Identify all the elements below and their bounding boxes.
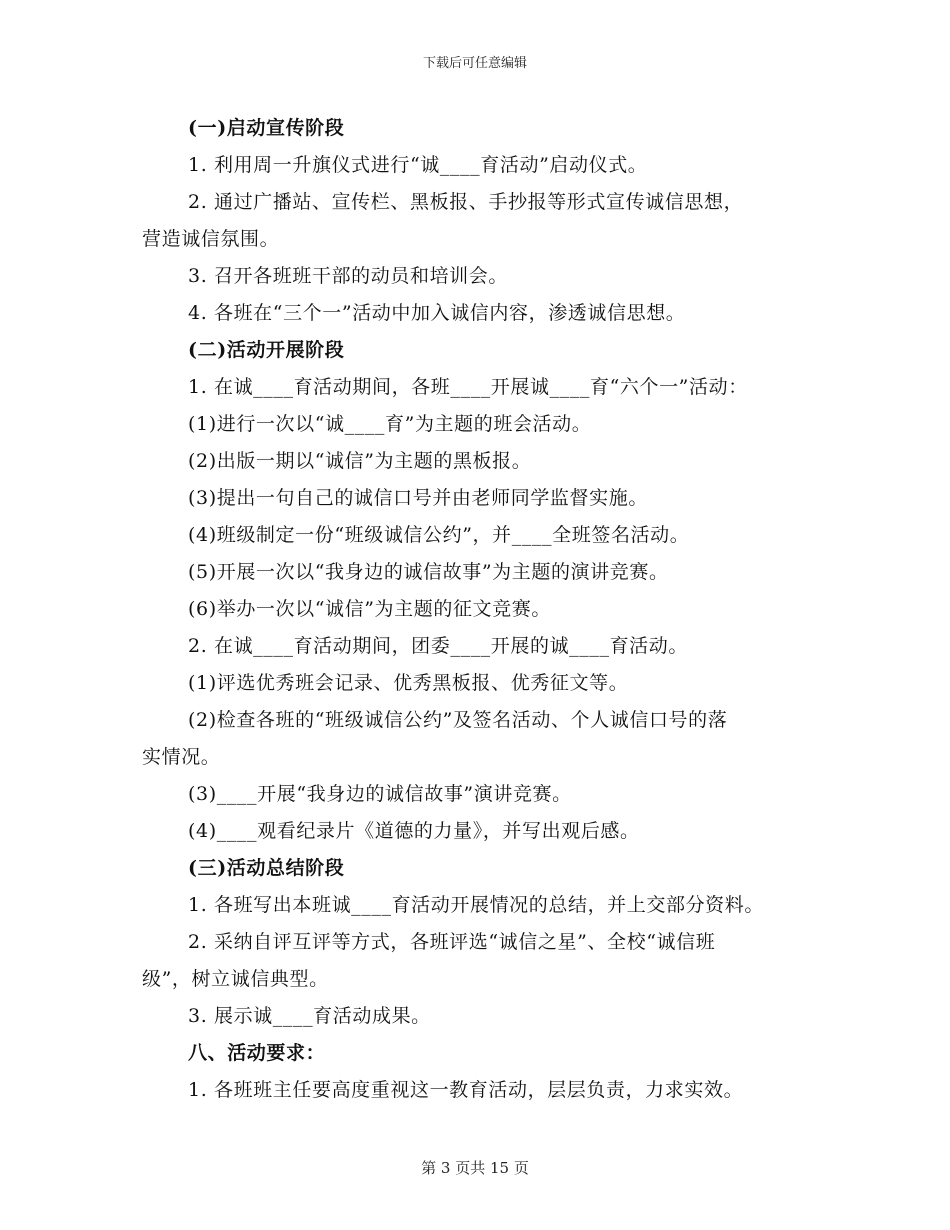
paragraph-line: 实情况。: [142, 746, 221, 768]
paragraph-line: 1. 各班写出本班诚____育活动开展情况的总结，并上交部分资料。: [188, 894, 764, 916]
paragraph-line: 3. 召开各班班干部的动员和培训会。: [188, 265, 508, 287]
paragraph-line: (2)检查各班的“班级诚信公约”及签名活动、个人诚信口号的落: [188, 709, 728, 731]
paragraph-line: 级”，树立诚信典型。: [142, 968, 329, 990]
section-heading: (一)启动宣传阶段: [188, 117, 345, 139]
paragraph-line: 1. 利用周一升旗仪式进行“诚____育活动”启动仪式。: [188, 154, 648, 176]
page-header: 下载后可任意编辑: [422, 56, 527, 71]
paragraph-line: (3)____开展“我身边的诚信故事”演讲竞赛。: [188, 783, 572, 805]
paragraph-line: 3. 展示诚____育活动成果。: [188, 1005, 431, 1027]
paragraph-line: 营造诚信氛围。: [142, 228, 280, 250]
paragraph-line: 2. 在诚____育活动期间，团委____开展的诚____育活动。: [188, 635, 688, 657]
page-footer: 第 3 页共 15 页: [421, 1159, 529, 1177]
paragraph-line: (1)评选优秀班会记录、优秀黑板报、优秀征文等。: [188, 672, 629, 694]
paragraph-line: (2)出版一期以“诚信”为主题的黑板报。: [188, 450, 532, 472]
paragraph-line: (1)进行一次以“诚____育”为主题的班会活动。: [188, 413, 592, 435]
section-heading: (二)活动开展阶段: [188, 339, 345, 361]
paragraph-line: (3)提出一句自己的诚信口号并由老师同学监督实施。: [188, 487, 648, 509]
paragraph-line: 2. 采纳自评互评等方式，各班评选“诚信之星”、全校“诚信班: [188, 931, 716, 953]
paragraph-line: (5)开展一次以“我身边的诚信故事”为主题的演讲竞赛。: [188, 561, 669, 583]
section-heading: 八、活动要求：: [188, 1042, 326, 1064]
paragraph-line: 1. 在诚____育活动期间，各班____开展诚____育“六个一”活动：: [188, 376, 748, 398]
paragraph-line: 4. 各班在“三个一”活动中加入诚信内容，渗透诚信思想。: [188, 302, 686, 324]
paragraph-line: (4)____观看纪录片《道德的力量》，并写出观后感。: [188, 820, 640, 842]
paragraph-line: (6)举办一次以“诚信”为主题的征文竞赛。: [188, 598, 551, 620]
paragraph-line: 1. 各班班主任要高度重视这一教育活动，层层负责，力求实效。: [188, 1079, 744, 1101]
paragraph-line: 2. 通过广播站、宣传栏、黑板报、手抄报等形式宣传诚信思想，: [188, 191, 744, 213]
section-heading: (三)活动总结阶段: [188, 857, 345, 879]
document-body: [142, 110, 822, 1109]
paragraph-line: (4)班级制定一份“班级诚信公约”，并____全班签名活动。: [188, 524, 690, 546]
